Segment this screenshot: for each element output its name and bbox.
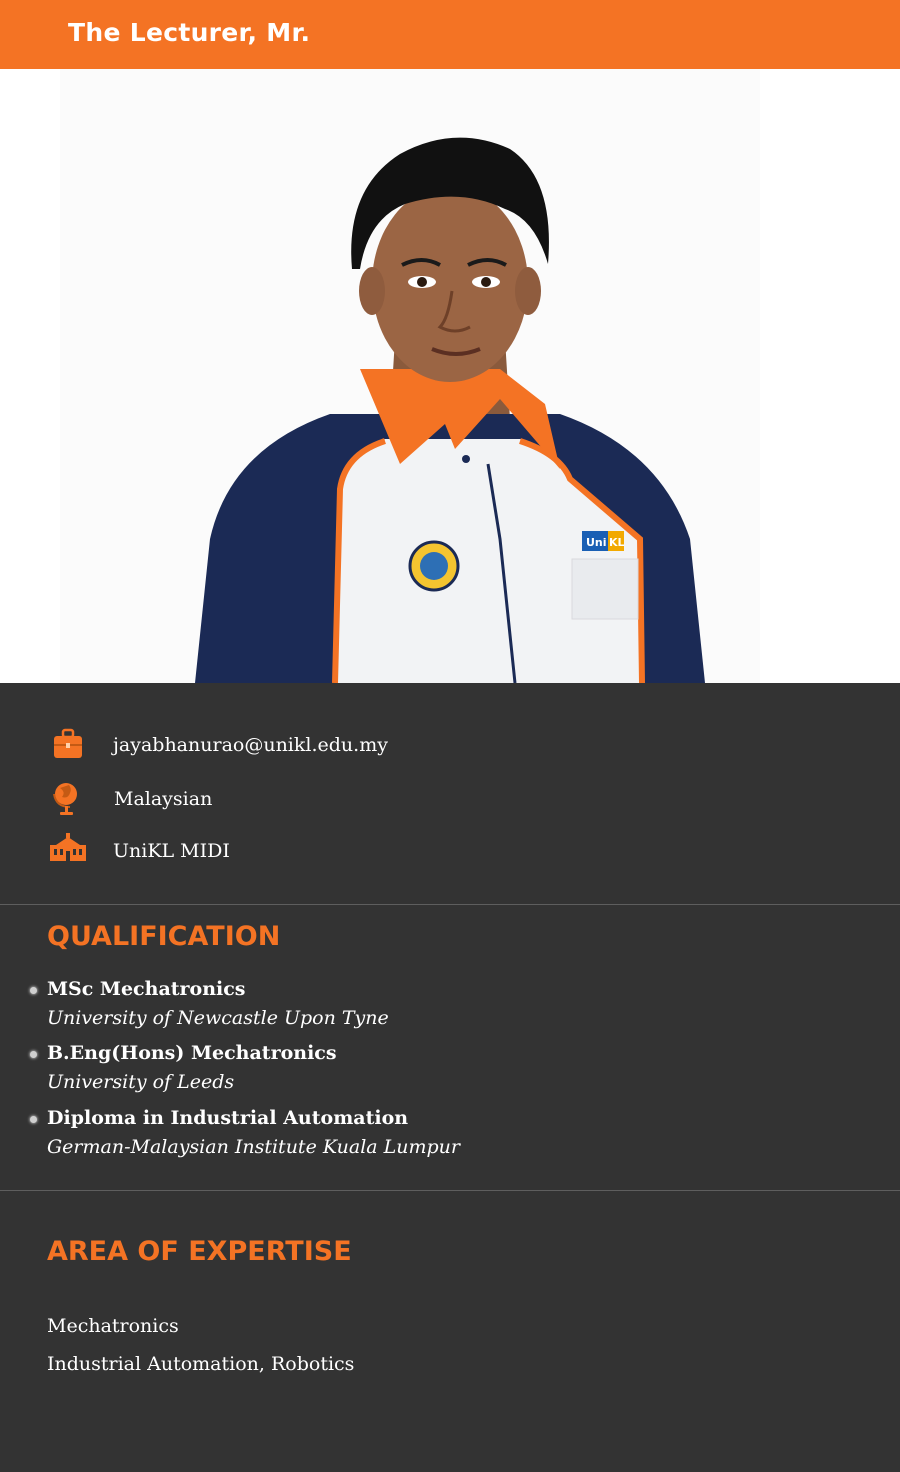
email-row	[0, 725, 900, 765]
bullet-icon	[30, 1051, 37, 1058]
qualification-degree: Diploma in Industrial Automation	[47, 1107, 409, 1129]
unikl-logo-text-left: Uni	[586, 536, 607, 549]
expertise-item: Industrial Automation, Robotics	[47, 1353, 355, 1375]
unikl-logo-text-right: KL	[609, 536, 625, 549]
qualification-university: University of Newcastle Upon Tyne	[47, 1007, 389, 1029]
email-text: jayabhanurao@unikl.edu.my	[113, 734, 388, 756]
qualification-university: University of Leeds	[47, 1071, 235, 1093]
briefcase-icon	[48, 725, 88, 765]
bullet-icon	[30, 987, 37, 994]
qualification-degree: MSc Mechatronics	[47, 978, 246, 1000]
nationality-text: Malaysian	[114, 788, 213, 810]
page-title: The Lecturer, Mr.	[68, 18, 311, 47]
portrait-illustration	[0, 69, 900, 683]
lecturer-photo	[0, 69, 900, 683]
section-divider	[0, 1190, 900, 1191]
qualification-university: German-Malaysian Institute Kuala Lumpur	[47, 1136, 460, 1158]
globe-icon	[48, 779, 88, 819]
building-icon	[48, 831, 88, 871]
section-divider	[0, 904, 900, 905]
bullet-icon	[30, 1116, 37, 1123]
campus-text: UniKL MIDI	[113, 840, 230, 862]
qualification-heading: QUALIFICATION	[47, 921, 281, 952]
profile-panel	[0, 683, 900, 1472]
qualification-degree: B.Eng(Hons) Mechatronics	[47, 1042, 337, 1064]
expertise-heading: AREA OF EXPERTISE	[47, 1236, 352, 1267]
campus-row	[0, 831, 900, 871]
nationality-row	[0, 779, 900, 819]
expertise-item: Mechatronics	[47, 1315, 179, 1337]
page-header	[0, 0, 900, 69]
